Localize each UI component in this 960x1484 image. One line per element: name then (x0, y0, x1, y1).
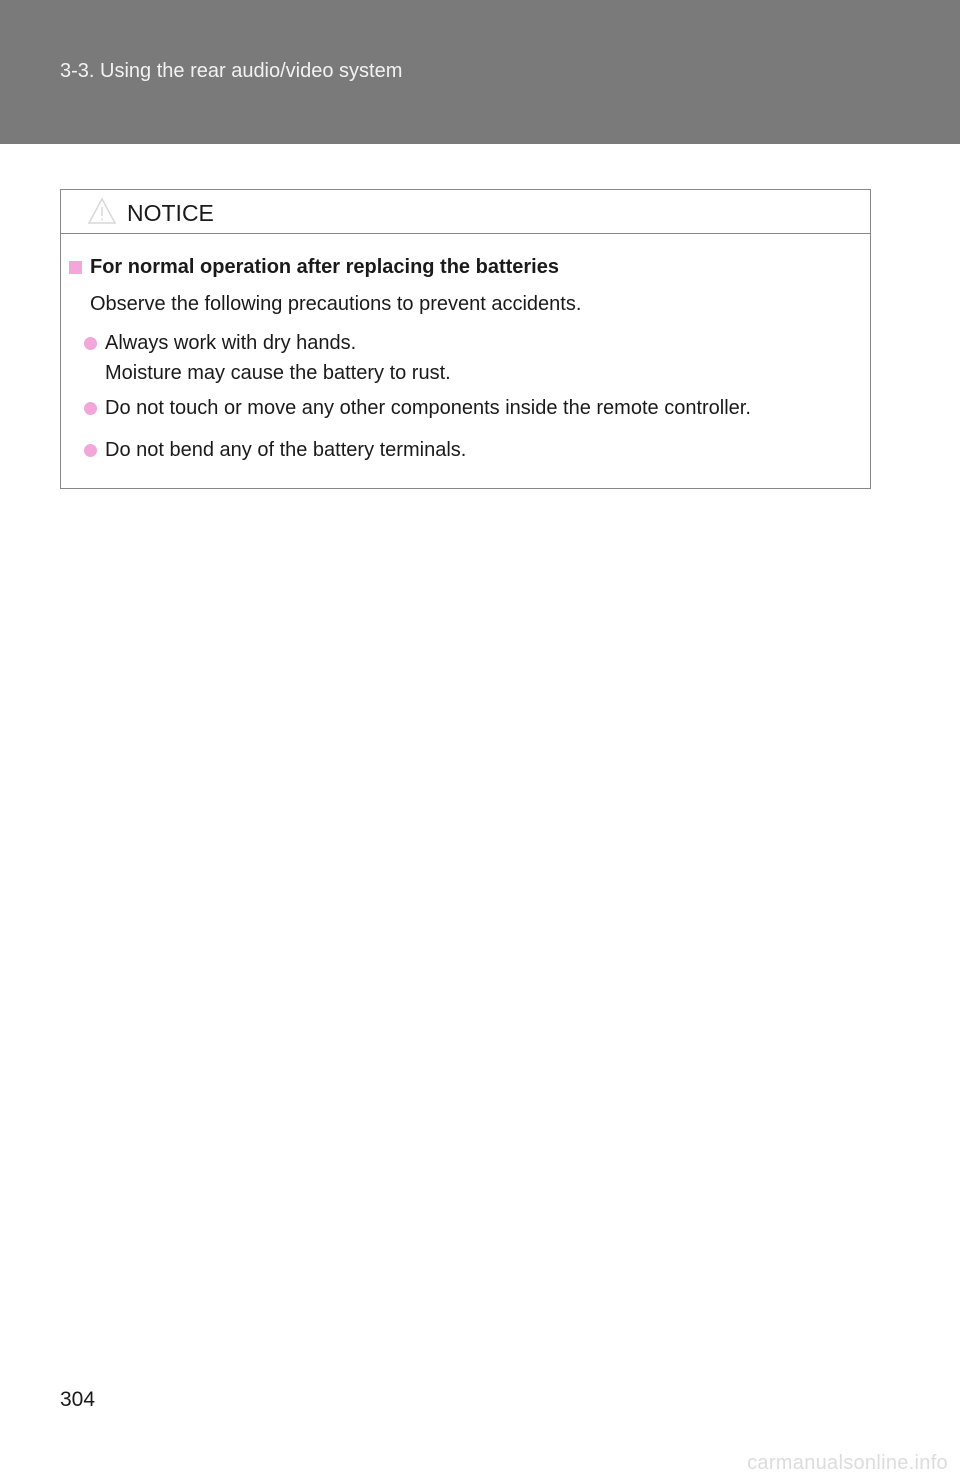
page-number: 304 (60, 1388, 96, 1411)
notice-title-text: For normal operation after replacing the batteries (90, 256, 559, 278)
header-band (0, 0, 960, 144)
watermark: carmanualsonline.info (747, 1452, 948, 1474)
list-item-subtext: Moisture may cause the battery to rust. (105, 362, 451, 384)
notice-intro: Observe the following precautions to prevent accidents. (90, 293, 582, 315)
notice-section-title (69, 256, 559, 279)
section-header: 3-3. Using the rear audio/video system (60, 60, 403, 82)
list-item-text: Always work with dry hands. (105, 332, 357, 354)
list-item (84, 328, 451, 388)
warning-triangle-icon (87, 197, 117, 225)
list-item (84, 435, 466, 465)
notice-label: NOTICE (127, 200, 214, 226)
notice-box (60, 189, 871, 489)
list-item (84, 393, 751, 423)
bullet-dot-icon (84, 402, 97, 415)
bullet-dot-icon (84, 444, 97, 457)
notice-header (61, 190, 870, 234)
list-item-text: Do not touch or move any other components inside the remote controller. (105, 397, 751, 419)
list-item-text: Do not bend any of the battery terminals. (105, 439, 467, 461)
bullet-dot-icon (84, 337, 97, 350)
square-bullet-icon (69, 261, 82, 274)
